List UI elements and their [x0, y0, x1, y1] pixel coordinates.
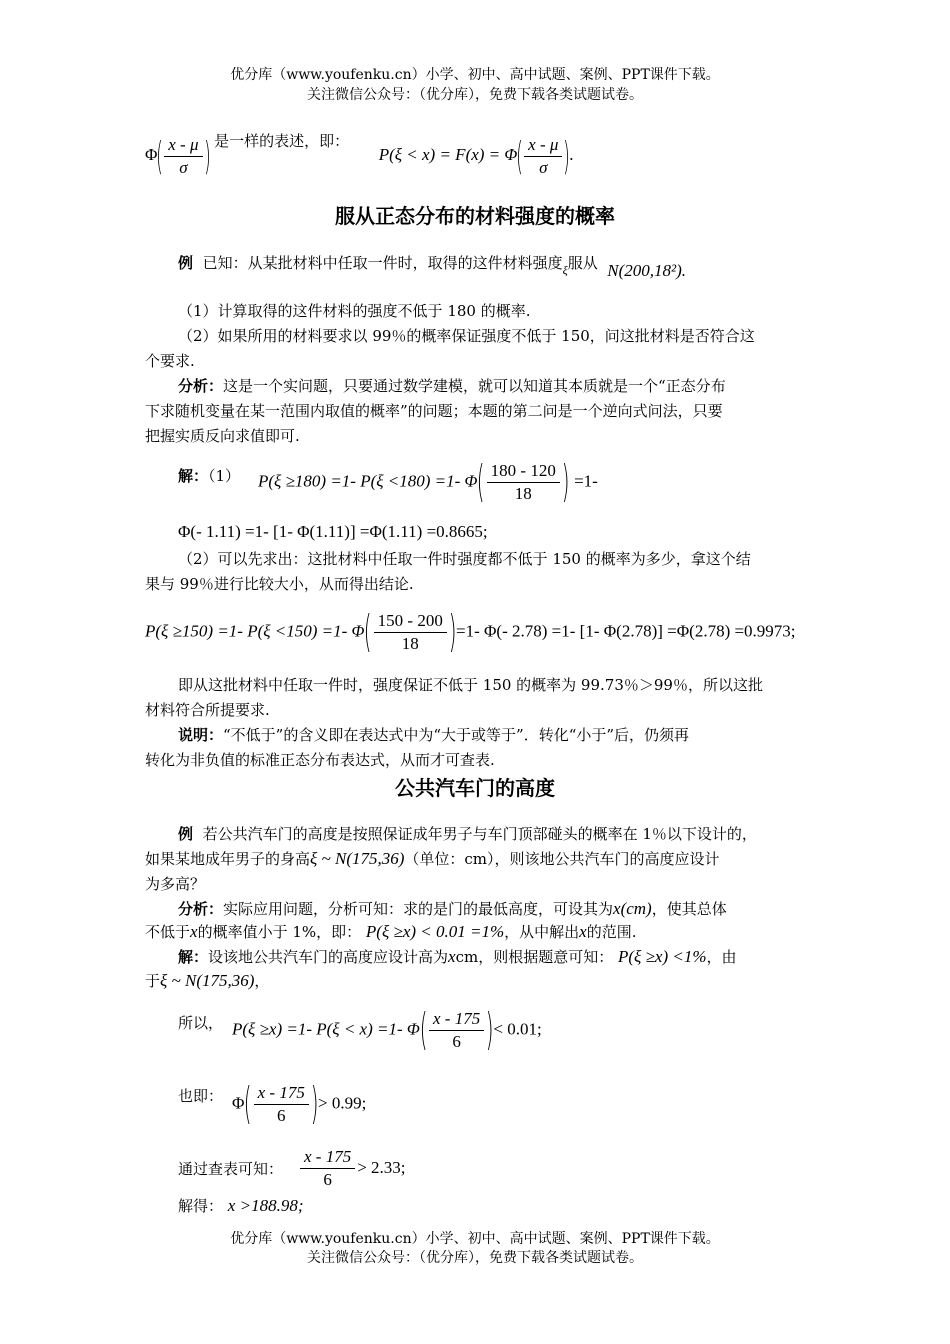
ye-label: 也即：: [178, 1087, 224, 1105]
fraction-numerator: x - 175: [429, 1008, 484, 1031]
math-inline: P(ξ ≥x) < 0.01 =1%: [365, 922, 505, 941]
fraction-numerator: 180 - 120: [487, 460, 560, 483]
solution-label: [178, 465, 240, 487]
math-inline: P(ξ ≥x) <1%: [618, 947, 707, 966]
fraction-numerator: x - μ: [164, 134, 202, 157]
page-header-line1: 优分库（www.youfenku.cn）小学、初中、高中试题、案例、PPT课件下载。: [230, 67, 720, 83]
distribution: N(200,18²).: [607, 261, 687, 280]
example-text: 已知：从某批材料中任取一件时，取得的这件材料强度: [202, 254, 563, 272]
math-inline: x: [190, 922, 198, 941]
text: ，: [254, 972, 270, 990]
xi-symbol: ξ: [562, 263, 568, 277]
top-formula-text: 是一样的表述，即：: [214, 132, 350, 150]
example-2-line2: [145, 848, 720, 870]
analysis-line1: [178, 375, 726, 397]
solution-1-prefix: （1）: [208, 467, 241, 485]
solution-2-line1: （2）可以先求出：这批材料中任取一件时强度都不低于 150 的概率为多少，拿这个结: [178, 550, 751, 568]
text: 的范围.: [586, 923, 637, 941]
section-title-material-strength: 服从正态分布的材料强度的概率: [335, 204, 615, 228]
section-title-bus-door: 公共汽车门的高度: [395, 776, 555, 800]
text: 的概率值小于 1%，即：: [197, 923, 362, 941]
follows-text: 服从: [567, 254, 598, 272]
solution-2-formula: P(ξ ≥150) =1- P(ξ <150) =1- Φ( $\frac{150 - 200}{18}$ )=1- Φ(- 2.78) =1- [1- Φ(2.78)] =Φ(2.78) =0.9973;: [145, 606, 796, 657]
solution-1-line2: Φ(- 1.11) =1- [1- Φ(1.11)] =Φ(1.11) =0.8665;: [178, 522, 488, 541]
fraction-numerator: x - 175: [254, 1082, 309, 1105]
fraction-numerator: x - 175: [300, 1146, 355, 1169]
text: 不低于: [145, 923, 191, 941]
page-footer-line1: 优分库（www.youfenku.cn）小学、初中、高中试题、案例、PPT课件下载。: [230, 1231, 720, 1247]
fraction-denominator: 6: [452, 1031, 461, 1051]
fraction-denominator: 6: [276, 1105, 286, 1125]
analysis-2-line2: [145, 921, 636, 943]
solution-2b-line2: [145, 970, 269, 992]
solution-label: 解：: [178, 948, 209, 966]
fraction-denominator: 18: [401, 633, 419, 653]
text: ，从中解出: [504, 923, 580, 941]
text: ，使其总体: [651, 900, 727, 918]
formula-left: P(ξ ≥x) =1- P(ξ < x) =1- Φ: [232, 1019, 420, 1039]
fraction-denominator: 18: [514, 483, 532, 503]
formula-left: P(ξ ≥180) =1- P(ξ <180) =1- Φ: [258, 471, 478, 491]
period: .: [569, 145, 574, 164]
solution-label-text: 解：: [178, 467, 209, 485]
ye-formula: Φ( $\frac{x - 175}{6}$ )> 0.99;: [232, 1078, 367, 1129]
formula-right: =1-: [574, 471, 598, 491]
text: ，由: [706, 948, 737, 966]
text: 设该地公共汽车门的高度应设计高为: [208, 948, 449, 966]
conclusion-line1: 即从这批材料中任取一件时，强度保证不低于 150 的概率为 99.73％＞99％，所以这批: [178, 676, 763, 694]
math-inline: ξ ~ N(175,36): [310, 849, 405, 868]
math-inline: x >188.98;: [227, 1196, 304, 1215]
analysis-line2: 下求随机变量在某一范围内取值的概率”的问题；本题的第二问是一个逆向式问法，只要: [145, 402, 723, 420]
analysis-2-line1: [178, 898, 727, 920]
text: cm，则根据题意可知：: [455, 948, 614, 966]
math-inline: x: [579, 922, 587, 941]
analysis-label: 分析：: [178, 377, 224, 395]
so-formula: P(ξ ≥x) =1- P(ξ < x) =1- Φ( $\frac{x - 175}{6}$ )< 0.01;: [232, 1004, 542, 1055]
formula-right: =1- Φ(- 2.78) =1- [1- Φ(2.78)] =Φ(2.78) =0.9973;: [456, 621, 796, 641]
example-2-line1: [178, 823, 757, 845]
top-formula: Φ( $\frac{x - \mu}{\sigma}$ ) 是一样的表述，即： P(ξ < x) = F(x) = Φ( $\frac{x - \mu}{\sigma}$ ).: [145, 132, 574, 178]
note-label: 说明：: [178, 726, 224, 744]
fraction-numerator: 150 - 200: [374, 610, 447, 633]
text: （单位：cm），则该地公共汽车门的高度应设计: [404, 850, 720, 868]
formula-right: < 0.01;: [493, 1019, 542, 1039]
solution-1-formula: P(ξ ≥180) =1- P(ξ <180) =1- Φ( $\frac{180 - 120}{18}$ ) =1-: [258, 456, 598, 507]
top-formula-rhs: P(ξ < x) = F(x) = Φ: [378, 145, 518, 164]
fraction-numerator: x - μ: [524, 134, 562, 157]
page-header-line2: 关注微信公众号：（优分库），免费下载各类试题试卷。: [307, 87, 643, 103]
text: 于: [145, 972, 161, 990]
note-text: “不低于”的含义即在表达式中为“大于或等于”．转化“小于”后，仍须再: [223, 726, 690, 744]
text: 实际应用问题，分析可知：求的是门的最低高度，可设其为: [223, 900, 614, 918]
formula-right: > 2.33;: [357, 1158, 406, 1177]
question-2-line2: 个要求.: [145, 352, 195, 370]
phi-symbol: Φ: [232, 1093, 245, 1113]
page-footer-line2: 关注微信公众号：（优分库），免费下载各类试题试卷。: [307, 1250, 643, 1266]
solution-2-line2: 果与 99％进行比较大小，从而得出结论.: [145, 575, 414, 593]
analysis-line3: 把握实质反向求值即可.: [145, 427, 300, 445]
example-2-line3: 为多高？: [145, 875, 206, 893]
math-inline: x(cm): [613, 899, 652, 918]
phi-symbol: Φ: [145, 145, 158, 164]
question-2-line1: （2）如果所用的材料要求以 99％的概率保证强度不低于 150，问这批材料是否符合这: [178, 327, 755, 345]
tg-formula: [298, 1146, 406, 1191]
fraction-denominator: σ: [539, 157, 548, 177]
example-label: 例: [178, 254, 194, 272]
example-1-statement: [178, 252, 686, 282]
question-1: （1）计算取得的这件材料的强度不低于 180 的概率.: [178, 302, 531, 320]
math-inline: x: [448, 947, 456, 966]
jd-line: [178, 1195, 303, 1217]
jd-label: 解得：: [178, 1197, 224, 1215]
analysis-label: 分析：: [178, 900, 224, 918]
conclusion-line2: 材料符合所提要求.: [145, 701, 270, 719]
text: 如果某地成年男子的身高: [145, 850, 311, 868]
tg-label: 通过查表可知：: [178, 1160, 284, 1178]
formula-right: > 0.99;: [318, 1093, 367, 1113]
fraction-denominator: σ: [179, 157, 188, 177]
so-label: 所以，: [178, 1014, 224, 1032]
example-label: 例: [178, 825, 194, 843]
math-inline: ξ ~ N(175,36): [160, 971, 255, 990]
formula-left: P(ξ ≥150) =1- P(ξ <150) =1- Φ: [145, 621, 365, 641]
note-line2: 转化为非负值的标准正态分布表达式，从而才可查表.: [145, 751, 495, 769]
analysis-text: 这是一个实问题，只要通过数学建模，就可以知道其本质就是一个“正态分布: [223, 377, 726, 395]
example-text: 若公共汽车门的高度是按照保证成年男子与车门顶部碰头的概率在 1％以下设计的，: [202, 825, 757, 843]
solution-2b-line1: [178, 946, 737, 968]
fraction-denominator: 6: [323, 1170, 332, 1189]
note-line1: [178, 724, 689, 746]
